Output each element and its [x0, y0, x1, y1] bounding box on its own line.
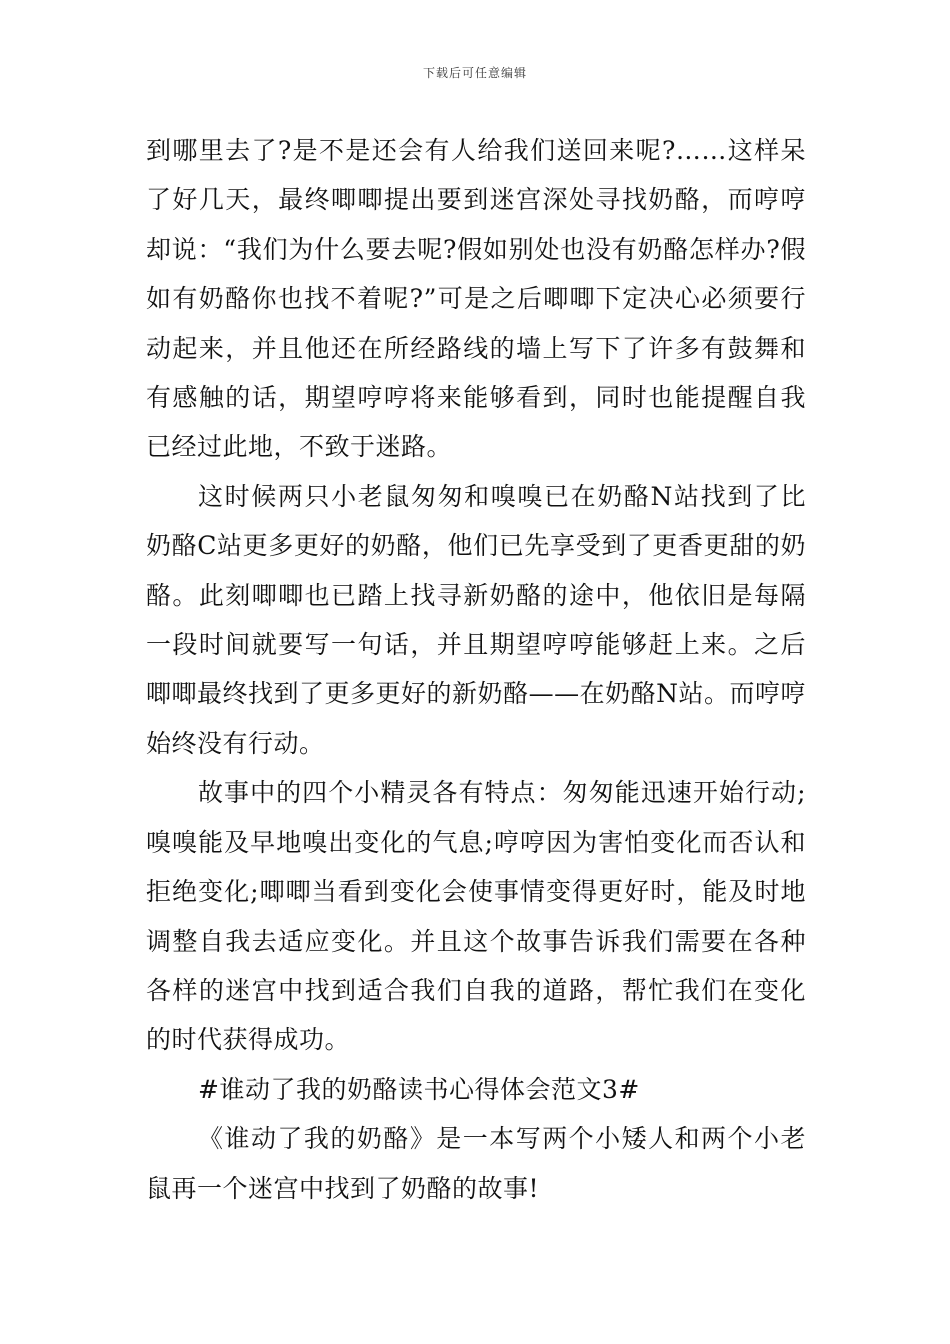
section-heading: #谁动了我的奶酪读书心得体会范文3#	[198, 1074, 640, 1104]
paragraph-book-intro: 《谁动了我的奶酪》是一本写两个小矮人和两个小老鼠再一个迷宫中找到了奶酪的故事!	[146, 1124, 806, 1203]
paragraph-continued: 到哪里去了?是不是还会有人给我们送回来呢?……这样呆了好几天，最终唧唧提出要到迷宫深处寻找奶酪，而哼哼却说：“我们为什么要去呢?假如别处也没有奶酪怎样办?假如有奶酪你也找不着呢?”可是之后唧唧下定决心必须要行动起来，并且他还在所经路线的墙上写下了许多有鼓舞和有感触的话，期望哼哼将来能够看到，同时也能提醒自我已经过此地，不致于迷路。	[146, 136, 806, 462]
paragraph-mice-find-cheese: 这时候两只小老鼠匆匆和嗅嗅已在奶酪N站找到了比奶酪C站更多更好的奶酪，他们已先享受到了更香更甜的奶酪。此刻唧唧也已踏上找寻新奶酪的途中，他依旧是每隔一段时间就要写一句话，并且期望哼哼能够赶上来。之后唧唧最终找到了更多更好的新奶酪——在奶酪N站。而哼哼始终没有行动。	[146, 481, 806, 758]
document-body	[146, 126, 806, 1213]
page-header: 下载后可任意编辑	[422, 66, 527, 80]
paragraph-character-traits: 故事中的四个小精灵各有特点：匆匆能迅速开始行动;嗅嗅能及早地嗅出变化的气息;哼哼因为害怕变化而否认和拒绝变化;唧唧当看到变化会使事情变得更好时，能及时地调整自我去适应变化。并且这个故事告诉我们需要在各种各样的迷宫中找到适合我们自我的道路，帮忙我们在变化的时代获得成功。	[146, 778, 806, 1055]
